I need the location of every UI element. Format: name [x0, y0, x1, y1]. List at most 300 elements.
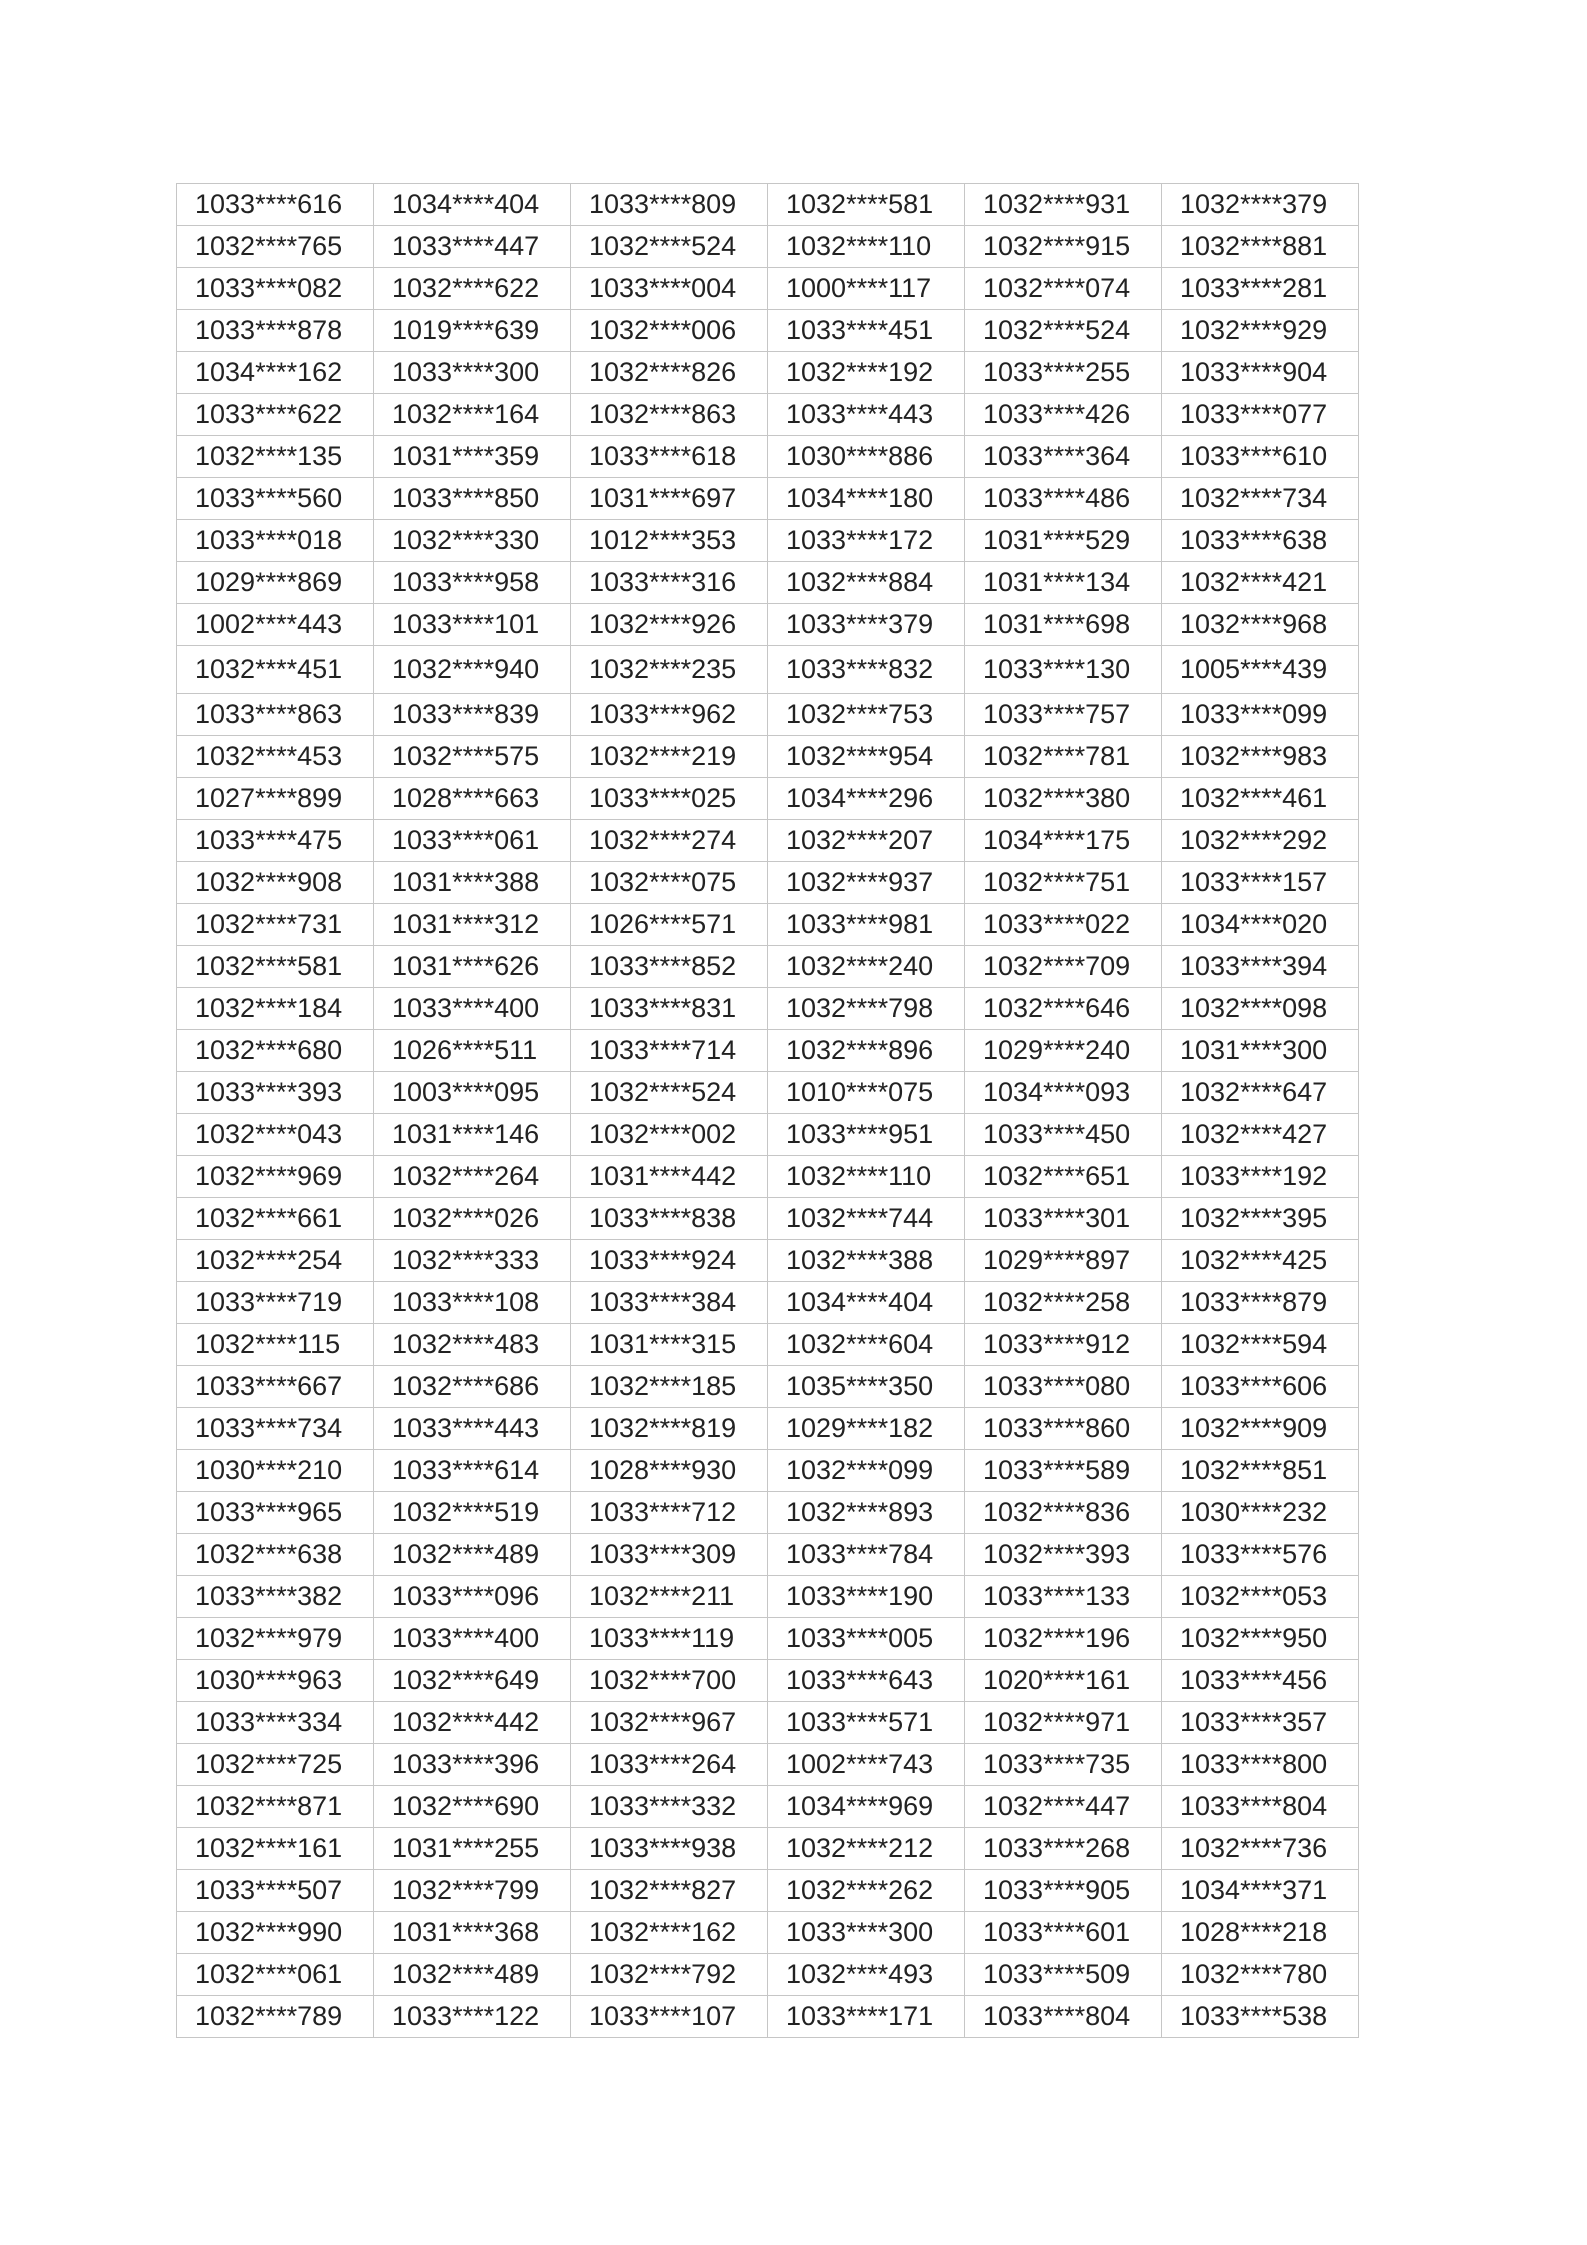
table-cell: 1032****781 — [965, 736, 1162, 778]
table-cell: 1031****359 — [374, 436, 571, 478]
table-cell: 1033****784 — [768, 1534, 965, 1576]
table-cell: 1033****190 — [768, 1576, 965, 1618]
table-cell: 1033****426 — [965, 394, 1162, 436]
table-row — [177, 394, 1359, 436]
table-cell: 1032****461 — [1162, 778, 1359, 820]
table-cell: 1033****509 — [965, 1954, 1162, 1996]
table-cell: 1033****879 — [1162, 1282, 1359, 1324]
table-cell: 1033****357 — [1162, 1702, 1359, 1744]
table-row — [177, 1282, 1359, 1324]
table-cell: 1033****082 — [177, 268, 374, 310]
table-cell: 1032****799 — [374, 1870, 571, 1912]
table-cell: 1032****264 — [374, 1156, 571, 1198]
table-cell: 1027****899 — [177, 778, 374, 820]
table-cell: 1032****098 — [1162, 988, 1359, 1030]
table-cell: 1031****368 — [374, 1912, 571, 1954]
table-cell: 1033****938 — [571, 1828, 768, 1870]
table-cell: 1031****442 — [571, 1156, 768, 1198]
table-cell: 1031****134 — [965, 562, 1162, 604]
table-cell: 1032****099 — [768, 1450, 965, 1492]
table-cell: 1032****725 — [177, 1744, 374, 1786]
table-row — [177, 310, 1359, 352]
table-cell: 1032****379 — [1162, 184, 1359, 226]
table-cell: 1033****622 — [177, 394, 374, 436]
table-cell: 1033****080 — [965, 1366, 1162, 1408]
table-row — [177, 862, 1359, 904]
table-cell: 1032****115 — [177, 1324, 374, 1366]
table-cell: 1032****968 — [1162, 604, 1359, 646]
table-cell: 1002****443 — [177, 604, 374, 646]
table-cell: 1032****931 — [965, 184, 1162, 226]
table-cell: 1031****255 — [374, 1828, 571, 1870]
table-cell: 1033****832 — [768, 646, 965, 694]
table-cell: 1032****043 — [177, 1114, 374, 1156]
table-cell: 1032****700 — [571, 1660, 768, 1702]
table-cell: 1032****651 — [965, 1156, 1162, 1198]
table-row — [177, 1954, 1359, 1996]
table-cell: 1029****869 — [177, 562, 374, 604]
table-cell: 1033****172 — [768, 520, 965, 562]
table-cell: 1033****456 — [1162, 1660, 1359, 1702]
table-cell: 1033****022 — [965, 904, 1162, 946]
table-cell: 1029****182 — [768, 1408, 965, 1450]
table-cell: 1032****826 — [571, 352, 768, 394]
masked-id-table — [176, 183, 1359, 2038]
table-cell: 1032****893 — [768, 1492, 965, 1534]
table-cell: 1033****443 — [374, 1408, 571, 1450]
table-cell: 1033****734 — [177, 1408, 374, 1450]
table-cell: 1033****268 — [965, 1828, 1162, 1870]
table-cell: 1032****453 — [177, 736, 374, 778]
table-cell: 1031****529 — [965, 520, 1162, 562]
table-cell: 1000****117 — [768, 268, 965, 310]
table-cell: 1033****610 — [1162, 436, 1359, 478]
table-cell: 1032****780 — [1162, 1954, 1359, 1996]
table-cell: 1032****909 — [1162, 1408, 1359, 1450]
table-cell: 1033****863 — [177, 694, 374, 736]
table-cell: 1033****538 — [1162, 1996, 1359, 2038]
table-cell: 1020****161 — [965, 1660, 1162, 1702]
table-cell: 1026****511 — [374, 1030, 571, 1072]
table-cell: 1032****798 — [768, 988, 965, 1030]
table-cell: 1032****425 — [1162, 1240, 1359, 1282]
table-cell: 1033****300 — [374, 352, 571, 394]
table-cell: 1032****026 — [374, 1198, 571, 1240]
table-cell: 1032****061 — [177, 1954, 374, 1996]
table-cell: 1031****388 — [374, 862, 571, 904]
table-cell: 1032****235 — [571, 646, 768, 694]
table-cell: 1030****210 — [177, 1450, 374, 1492]
table-cell: 1032****649 — [374, 1660, 571, 1702]
table-row — [177, 1072, 1359, 1114]
table-cell: 1031****312 — [374, 904, 571, 946]
table-cell: 1028****663 — [374, 778, 571, 820]
table-cell: 1026****571 — [571, 904, 768, 946]
table-cell: 1032****954 — [768, 736, 965, 778]
table-cell: 1032****680 — [177, 1030, 374, 1072]
table-cell: 1033****804 — [965, 1996, 1162, 2038]
table-cell: 1032****110 — [768, 1156, 965, 1198]
table-cell: 1033****281 — [1162, 268, 1359, 310]
table-cell: 1029****240 — [965, 1030, 1162, 1072]
table-cell: 1033****443 — [768, 394, 965, 436]
table-cell: 1032****524 — [571, 1072, 768, 1114]
table-cell: 1032****736 — [1162, 1828, 1359, 1870]
table-cell: 1033****614 — [374, 1450, 571, 1492]
table-cell: 1033****447 — [374, 226, 571, 268]
table-cell: 1034****969 — [768, 1786, 965, 1828]
table-cell: 1033****192 — [1162, 1156, 1359, 1198]
table-cell: 1033****589 — [965, 1450, 1162, 1492]
table-cell: 1031****698 — [965, 604, 1162, 646]
table-cell: 1032****164 — [374, 394, 571, 436]
table-row — [177, 1450, 1359, 1492]
table-cell: 1032****581 — [177, 946, 374, 988]
table-row — [177, 478, 1359, 520]
table-row — [177, 736, 1359, 778]
table-cell: 1032****192 — [768, 352, 965, 394]
table-cell: 1032****661 — [177, 1198, 374, 1240]
table-cell: 1032****836 — [965, 1492, 1162, 1534]
table-cell: 1032****969 — [177, 1156, 374, 1198]
table-cell: 1033****133 — [965, 1576, 1162, 1618]
table-row — [177, 1240, 1359, 1282]
table-cell: 1033****757 — [965, 694, 1162, 736]
table-cell: 1033****912 — [965, 1324, 1162, 1366]
table-cell: 1032****219 — [571, 736, 768, 778]
table-cell: 1030****232 — [1162, 1492, 1359, 1534]
table-cell: 1032****493 — [768, 1954, 965, 1996]
table-cell: 1005****439 — [1162, 646, 1359, 694]
table-cell: 1032****524 — [965, 310, 1162, 352]
table-cell: 1032****686 — [374, 1366, 571, 1408]
table-cell: 1034****296 — [768, 778, 965, 820]
table-cell: 1003****095 — [374, 1072, 571, 1114]
table-cell: 1033****005 — [768, 1618, 965, 1660]
table-cell: 1032****333 — [374, 1240, 571, 1282]
table-cell: 1032****002 — [571, 1114, 768, 1156]
table-cell: 1033****018 — [177, 520, 374, 562]
table-cell: 1032****292 — [1162, 820, 1359, 862]
table-cell: 1032****274 — [571, 820, 768, 862]
table-cell: 1030****963 — [177, 1660, 374, 1702]
table-row — [177, 1156, 1359, 1198]
table-row — [177, 1618, 1359, 1660]
table-cell: 1033****475 — [177, 820, 374, 862]
table-cell: 1032****690 — [374, 1786, 571, 1828]
table-cell: 1032****950 — [1162, 1618, 1359, 1660]
table-cell: 1033****382 — [177, 1576, 374, 1618]
table-cell: 1034****404 — [768, 1282, 965, 1324]
table-cell: 1032****254 — [177, 1240, 374, 1282]
table-row — [177, 778, 1359, 820]
table-cell: 1032****196 — [965, 1618, 1162, 1660]
table-cell: 1033****962 — [571, 694, 768, 736]
table-cell: 1032****240 — [768, 946, 965, 988]
table-cell: 1032****442 — [374, 1702, 571, 1744]
table-cell: 1032****709 — [965, 946, 1162, 988]
table-cell: 1032****262 — [768, 1870, 965, 1912]
table-row — [177, 1996, 1359, 2038]
table-cell: 1033****379 — [768, 604, 965, 646]
table-cell: 1032****135 — [177, 436, 374, 478]
table-cell: 1033****061 — [374, 820, 571, 862]
table-cell: 1033****719 — [177, 1282, 374, 1324]
table-cell: 1032****581 — [768, 184, 965, 226]
table-cell: 1028****218 — [1162, 1912, 1359, 1954]
table-cell: 1033****334 — [177, 1702, 374, 1744]
table-cell: 1033****712 — [571, 1492, 768, 1534]
table-cell: 1033****643 — [768, 1660, 965, 1702]
table-cell: 1028****930 — [571, 1450, 768, 1492]
table-cell: 1033****157 — [1162, 862, 1359, 904]
table-cell: 1002****743 — [768, 1744, 965, 1786]
table-cell: 1033****101 — [374, 604, 571, 646]
table-row — [177, 1492, 1359, 1534]
table-cell: 1032****594 — [1162, 1324, 1359, 1366]
table-cell: 1032****744 — [768, 1198, 965, 1240]
table-cell: 1032****388 — [768, 1240, 965, 1282]
table-cell: 1032****161 — [177, 1828, 374, 1870]
table-cell: 1031****626 — [374, 946, 571, 988]
table-cell: 1033****831 — [571, 988, 768, 1030]
table-cell: 1033****905 — [965, 1870, 1162, 1912]
table-cell: 1033****904 — [1162, 352, 1359, 394]
table-cell: 1034****404 — [374, 184, 571, 226]
table-cell: 1033****804 — [1162, 1786, 1359, 1828]
table-cell: 1033****300 — [768, 1912, 965, 1954]
table-cell: 1033****486 — [965, 478, 1162, 520]
table-row — [177, 1534, 1359, 1576]
table-cell: 1034****162 — [177, 352, 374, 394]
table-cell: 1032****211 — [571, 1576, 768, 1618]
table-cell: 1032****427 — [1162, 1114, 1359, 1156]
table-cell: 1032****207 — [768, 820, 965, 862]
table-cell: 1032****967 — [571, 1702, 768, 1744]
table-cell: 1033****839 — [374, 694, 571, 736]
table-cell: 1033****450 — [965, 1114, 1162, 1156]
table-cell: 1033****394 — [1162, 946, 1359, 988]
table-cell: 1032****110 — [768, 226, 965, 268]
table-cell: 1032****447 — [965, 1786, 1162, 1828]
table-cell: 1033****800 — [1162, 1744, 1359, 1786]
table-cell: 1033****451 — [768, 310, 965, 352]
table-cell: 1034****020 — [1162, 904, 1359, 946]
table-cell: 1032****519 — [374, 1492, 571, 1534]
table-cell: 1032****393 — [965, 1534, 1162, 1576]
table-cell: 1010****075 — [768, 1072, 965, 1114]
table-cell: 1032****863 — [571, 394, 768, 436]
table-cell: 1032****451 — [177, 646, 374, 694]
table-cell: 1033****364 — [965, 436, 1162, 478]
table-cell: 1034****093 — [965, 1072, 1162, 1114]
table-cell: 1032****929 — [1162, 310, 1359, 352]
table-cell: 1032****926 — [571, 604, 768, 646]
table-row — [177, 1324, 1359, 1366]
table-cell: 1033****264 — [571, 1744, 768, 1786]
table-cell: 1032****751 — [965, 862, 1162, 904]
table-cell: 1032****979 — [177, 1618, 374, 1660]
table-cell: 1031****315 — [571, 1324, 768, 1366]
table-cell: 1033****560 — [177, 478, 374, 520]
table-cell: 1032****638 — [177, 1534, 374, 1576]
table-row — [177, 226, 1359, 268]
table-cell: 1032****753 — [768, 694, 965, 736]
table-cell: 1019****639 — [374, 310, 571, 352]
table-cell: 1033****301 — [965, 1198, 1162, 1240]
table-row — [177, 988, 1359, 1030]
table-row — [177, 1198, 1359, 1240]
table-cell: 1034****180 — [768, 478, 965, 520]
table-cell: 1033****616 — [177, 184, 374, 226]
table-cell: 1032****184 — [177, 988, 374, 1030]
table-cell: 1033****958 — [374, 562, 571, 604]
table-row — [177, 1576, 1359, 1618]
table-cell: 1032****575 — [374, 736, 571, 778]
table-cell: 1032****258 — [965, 1282, 1162, 1324]
table-row — [177, 820, 1359, 862]
table-cell: 1032****990 — [177, 1912, 374, 1954]
table-row — [177, 1660, 1359, 1702]
table-cell: 1033****714 — [571, 1030, 768, 1072]
table-cell: 1032****971 — [965, 1702, 1162, 1744]
table-cell: 1033****130 — [965, 646, 1162, 694]
table-cell: 1033****618 — [571, 436, 768, 478]
table-cell: 1032****421 — [1162, 562, 1359, 604]
table-cell: 1033****004 — [571, 268, 768, 310]
table-cell: 1032****489 — [374, 1534, 571, 1576]
table-cell: 1033****576 — [1162, 1534, 1359, 1576]
table-row — [177, 436, 1359, 478]
table-cell: 1032****937 — [768, 862, 965, 904]
table-cell: 1033****924 — [571, 1240, 768, 1282]
table-row — [177, 904, 1359, 946]
table-cell: 1033****025 — [571, 778, 768, 820]
table-cell: 1032****330 — [374, 520, 571, 562]
table-cell: 1033****965 — [177, 1492, 374, 1534]
table-cell: 1033****809 — [571, 184, 768, 226]
table-cell: 1033****951 — [768, 1114, 965, 1156]
table-cell: 1032****162 — [571, 1912, 768, 1954]
table-cell: 1032****646 — [965, 988, 1162, 1030]
table-cell: 1032****053 — [1162, 1576, 1359, 1618]
table-row — [177, 184, 1359, 226]
table-row — [177, 1366, 1359, 1408]
table-cell: 1032****765 — [177, 226, 374, 268]
table-cell: 1032****884 — [768, 562, 965, 604]
table-cell: 1032****212 — [768, 1828, 965, 1870]
table-cell: 1033****332 — [571, 1786, 768, 1828]
table-cell: 1033****400 — [374, 988, 571, 1030]
table-cell: 1033****077 — [1162, 394, 1359, 436]
table-cell: 1032****827 — [571, 1870, 768, 1912]
table-row — [177, 352, 1359, 394]
table-cell: 1032****647 — [1162, 1072, 1359, 1114]
table-cell: 1032****489 — [374, 1954, 571, 1996]
table-cell: 1034****175 — [965, 820, 1162, 862]
table-cell: 1032****075 — [571, 862, 768, 904]
table-row — [177, 268, 1359, 310]
table-cell: 1033****400 — [374, 1618, 571, 1660]
table-cell: 1032****006 — [571, 310, 768, 352]
table-cell: 1033****099 — [1162, 694, 1359, 736]
table-cell: 1033****309 — [571, 1534, 768, 1576]
table-cell: 1032****896 — [768, 1030, 965, 1072]
table-cell: 1032****881 — [1162, 226, 1359, 268]
table-cell: 1033****507 — [177, 1870, 374, 1912]
table-cell: 1029****897 — [965, 1240, 1162, 1282]
table-row — [177, 1786, 1359, 1828]
table-cell: 1033****571 — [768, 1702, 965, 1744]
table-cell: 1033****667 — [177, 1366, 374, 1408]
table-cell: 1032****983 — [1162, 736, 1359, 778]
table-cell: 1031****300 — [1162, 1030, 1359, 1072]
table-cell: 1033****255 — [965, 352, 1162, 394]
table-cell: 1033****852 — [571, 946, 768, 988]
table-cell: 1033****606 — [1162, 1366, 1359, 1408]
table-row — [177, 520, 1359, 562]
table-row — [177, 694, 1359, 736]
table-cell: 1032****731 — [177, 904, 374, 946]
table-cell: 1032****851 — [1162, 1450, 1359, 1492]
table-cell: 1032****871 — [177, 1786, 374, 1828]
table-cell: 1033****171 — [768, 1996, 965, 2038]
table-cell: 1033****107 — [571, 1996, 768, 2038]
table-row — [177, 604, 1359, 646]
table-row — [177, 646, 1359, 694]
table-cell: 1034****371 — [1162, 1870, 1359, 1912]
table-cell: 1033****119 — [571, 1618, 768, 1660]
table-cell: 1032****819 — [571, 1408, 768, 1450]
table-row — [177, 1744, 1359, 1786]
table-body — [177, 184, 1359, 2038]
table-cell: 1032****074 — [965, 268, 1162, 310]
table-cell: 1032****380 — [965, 778, 1162, 820]
table-cell: 1033****878 — [177, 310, 374, 352]
table-row — [177, 1912, 1359, 1954]
table-cell: 1032****483 — [374, 1324, 571, 1366]
table-cell: 1035****350 — [768, 1366, 965, 1408]
table-cell: 1032****185 — [571, 1366, 768, 1408]
table-cell: 1033****393 — [177, 1072, 374, 1114]
table-cell: 1032****908 — [177, 862, 374, 904]
table-cell: 1032****604 — [768, 1324, 965, 1366]
table-cell: 1032****792 — [571, 1954, 768, 1996]
table-cell: 1030****886 — [768, 436, 965, 478]
table-cell: 1012****353 — [571, 520, 768, 562]
table-row — [177, 1828, 1359, 1870]
table-cell: 1031****697 — [571, 478, 768, 520]
table-cell: 1031****146 — [374, 1114, 571, 1156]
table-row — [177, 1114, 1359, 1156]
table-cell: 1032****940 — [374, 646, 571, 694]
table-cell: 1033****735 — [965, 1744, 1162, 1786]
table-cell: 1033****316 — [571, 562, 768, 604]
table-cell: 1033****638 — [1162, 520, 1359, 562]
table-row — [177, 1030, 1359, 1072]
table-cell: 1033****601 — [965, 1912, 1162, 1954]
table-cell: 1032****734 — [1162, 478, 1359, 520]
table-row — [177, 946, 1359, 988]
table-cell: 1032****789 — [177, 1996, 374, 2038]
table-row — [177, 1408, 1359, 1450]
table-row — [177, 1702, 1359, 1744]
table-cell: 1032****915 — [965, 226, 1162, 268]
table-row — [177, 562, 1359, 604]
table-cell: 1032****395 — [1162, 1198, 1359, 1240]
table-row — [177, 1870, 1359, 1912]
table-cell: 1033****850 — [374, 478, 571, 520]
